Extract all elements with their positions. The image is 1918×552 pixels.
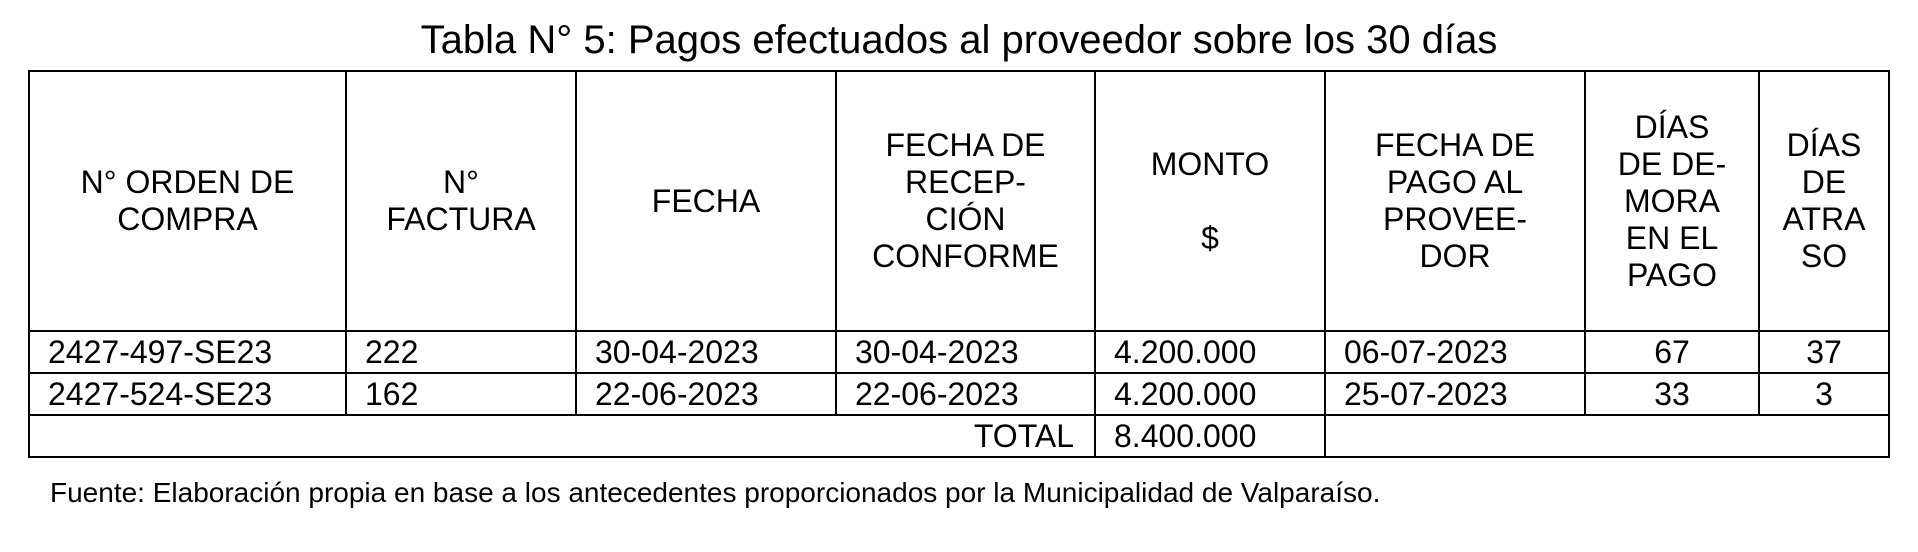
header-line: PAGO [1626, 256, 1718, 293]
header-line: COMPRA [117, 201, 258, 237]
header-dias-demora [1585, 71, 1759, 331]
header-fecha [576, 71, 836, 331]
cell-pago: 25-07-2023 [1325, 373, 1585, 415]
header-line: SO [1800, 238, 1848, 274]
total-empty [1325, 415, 1889, 457]
header-line: RECEP- [905, 164, 1026, 200]
header-orden-de-compra [29, 71, 346, 331]
header-dias-atraso [1759, 71, 1889, 331]
header-line: DE [1801, 164, 1847, 200]
cell-monto: 4.200.000 [1095, 331, 1325, 373]
cell-recepcion: 30-04-2023 [836, 331, 1095, 373]
header-line: FECHA DE [885, 127, 1046, 163]
header-line: EN EL [1625, 219, 1719, 256]
header-line: N° ORDEN DE [80, 164, 295, 200]
table-title: Tabla N° 5: Pagos efectuados al proveedor sobre los 30 días [420, 18, 1498, 62]
header-line: CIÓN [925, 201, 1006, 237]
cell-factura: 222 [346, 331, 576, 373]
header-spacer [1102, 183, 1318, 220]
header-line: ATRA [1782, 201, 1866, 237]
header-line: DÍAS [1634, 108, 1710, 145]
header-line: CONFORME [872, 238, 1059, 274]
header-line: $ [1201, 219, 1219, 256]
header-line: FACTURA [386, 201, 536, 237]
header-fecha-recepcion [836, 71, 1095, 331]
source-note: Fuente: Elaboración propia en base a los antecedentes proporcionados por la Municipalidad de Valparaíso. [50, 477, 1381, 508]
cell-demora: 67 [1585, 331, 1759, 373]
header-line: DE DE- [1617, 145, 1727, 182]
cell-atraso: 3 [1759, 373, 1889, 415]
cell-orden: 2427-524-SE23 [29, 373, 346, 415]
cell-atraso: 37 [1759, 331, 1889, 373]
header-factura [346, 71, 576, 331]
cell-recepcion: 22-06-2023 [836, 373, 1095, 415]
cell-fecha: 30-04-2023 [576, 331, 836, 373]
header-monto [1095, 71, 1325, 331]
cell-pago: 06-07-2023 [1325, 331, 1585, 373]
total-row [29, 415, 1889, 457]
cell-monto: 4.200.000 [1095, 373, 1325, 415]
cell-factura: 162 [346, 373, 576, 415]
table-row [29, 373, 1889, 415]
header-line: PROVEE- [1382, 201, 1528, 237]
header-line: DOR [1419, 238, 1491, 274]
header-line: FECHA [651, 182, 761, 219]
cell-fecha: 22-06-2023 [576, 373, 836, 415]
total-value: 8.400.000 [1095, 415, 1325, 457]
header-line: MONTO [1150, 145, 1270, 182]
header-line: FECHA DE [1374, 127, 1536, 163]
payments-table [28, 70, 1890, 458]
header-line: DÍAS [1786, 127, 1862, 163]
header-line: PAGO AL [1386, 164, 1524, 200]
cell-orden: 2427-497-SE23 [29, 331, 346, 373]
header-line: MORA [1624, 182, 1720, 219]
total-label: TOTAL [29, 415, 1095, 457]
table-row [29, 331, 1889, 373]
header-line: N° [443, 164, 479, 200]
cell-demora: 33 [1585, 373, 1759, 415]
header-row [29, 71, 1889, 331]
header-fecha-pago [1325, 71, 1585, 331]
